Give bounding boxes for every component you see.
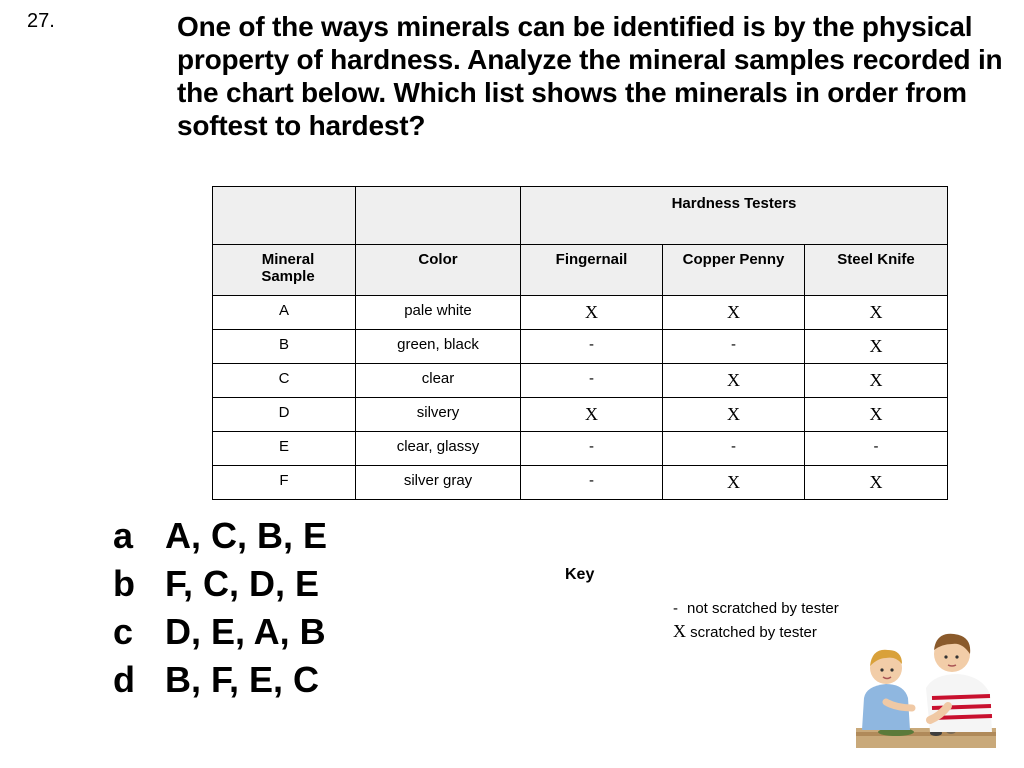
cell-steel-knife: X <box>805 364 948 398</box>
col-header-steel-knife: Steel Knife <box>805 245 948 296</box>
cell-color: clear, glassy <box>356 432 521 466</box>
key-item-not-scratched <box>673 598 839 620</box>
col-header-mineral-sample: Mineral Sample <box>213 245 356 296</box>
answer-choices <box>113 514 327 706</box>
question-number: 27. <box>27 10 55 32</box>
cell-copper-penny: X <box>663 398 805 432</box>
col-header-color: Color <box>356 245 521 296</box>
cell-sample: B <box>213 330 356 364</box>
cell-sample: E <box>213 432 356 466</box>
key-title: Key <box>565 566 595 583</box>
cell-fingernail: - <box>521 466 663 500</box>
cell-steel-knife: - <box>805 432 948 466</box>
question-text: One of the ways minerals can be identified is by the physical property of hardness. Analyze the mineral samples recorded in the chart below. Which list shows the minerals in order from softest to hardest? <box>177 11 1003 141</box>
answer-text: F, C, D, E <box>165 563 320 604</box>
table-row <box>213 398 948 432</box>
cell-copper-penny: X <box>663 364 805 398</box>
cell-copper-penny: X <box>663 466 805 500</box>
key-item-label: scratched by tester <box>690 624 817 641</box>
table-row <box>213 432 948 466</box>
hardness-testers-header: Hardness Testers <box>521 187 948 245</box>
cell-fingernail: - <box>521 364 663 398</box>
cell-sample: F <box>213 466 356 500</box>
x-symbol: X <box>673 621 686 641</box>
answer-letter: b <box>113 563 135 604</box>
cell-fingernail: - <box>521 330 663 364</box>
answer-letter: a <box>113 515 134 556</box>
answer-text: D, E, A, B <box>165 611 326 652</box>
col-header-copper-penny: Copper Penny <box>663 245 805 296</box>
key-item-scratched <box>673 620 839 644</box>
cell-copper-penny: - <box>663 330 805 364</box>
answer-choice-a[interactable] <box>113 514 327 562</box>
cell-steel-knife: X <box>805 330 948 364</box>
cell-fingernail: X <box>521 296 663 330</box>
table-row <box>213 364 948 398</box>
cell-color: green, black <box>356 330 521 364</box>
cell-color: silvery <box>356 398 521 432</box>
key-legend <box>673 598 839 644</box>
children-examining-rocks-photo <box>856 628 996 754</box>
answer-choice-d[interactable] <box>113 658 327 706</box>
cell-steel-knife: X <box>805 296 948 330</box>
cell-copper-penny: - <box>663 432 805 466</box>
answer-letter: c <box>113 611 134 652</box>
key-item-label: not scratched by tester <box>687 600 839 617</box>
cell-sample: D <box>213 398 356 432</box>
table-header-empty-1 <box>213 187 356 245</box>
cell-copper-penny: X <box>663 296 805 330</box>
answer-letter: d <box>113 659 135 700</box>
table-row <box>213 466 948 500</box>
cell-fingernail: X <box>521 398 663 432</box>
answer-text: A, C, B, E <box>165 515 328 556</box>
cell-color: clear <box>356 364 521 398</box>
cell-sample: A <box>213 296 356 330</box>
answer-text: B, F, E, C <box>165 659 320 700</box>
col-header-fingernail: Fingernail <box>521 245 663 296</box>
cell-color: pale white <box>356 296 521 330</box>
table-row <box>213 330 948 364</box>
table-row <box>213 296 948 330</box>
cell-fingernail: - <box>521 432 663 466</box>
cell-steel-knife: X <box>805 398 948 432</box>
table-group-header-row <box>213 187 948 245</box>
dash-symbol: - <box>673 600 678 617</box>
cell-color: silver gray <box>356 466 521 500</box>
answer-choice-c[interactable] <box>113 610 327 658</box>
answer-choice-b[interactable] <box>113 562 327 610</box>
table-header-empty-2 <box>356 187 521 245</box>
table-column-header-row <box>213 245 948 296</box>
cell-sample: C <box>213 364 356 398</box>
hardness-table <box>212 186 948 500</box>
cell-steel-knife: X <box>805 466 948 500</box>
